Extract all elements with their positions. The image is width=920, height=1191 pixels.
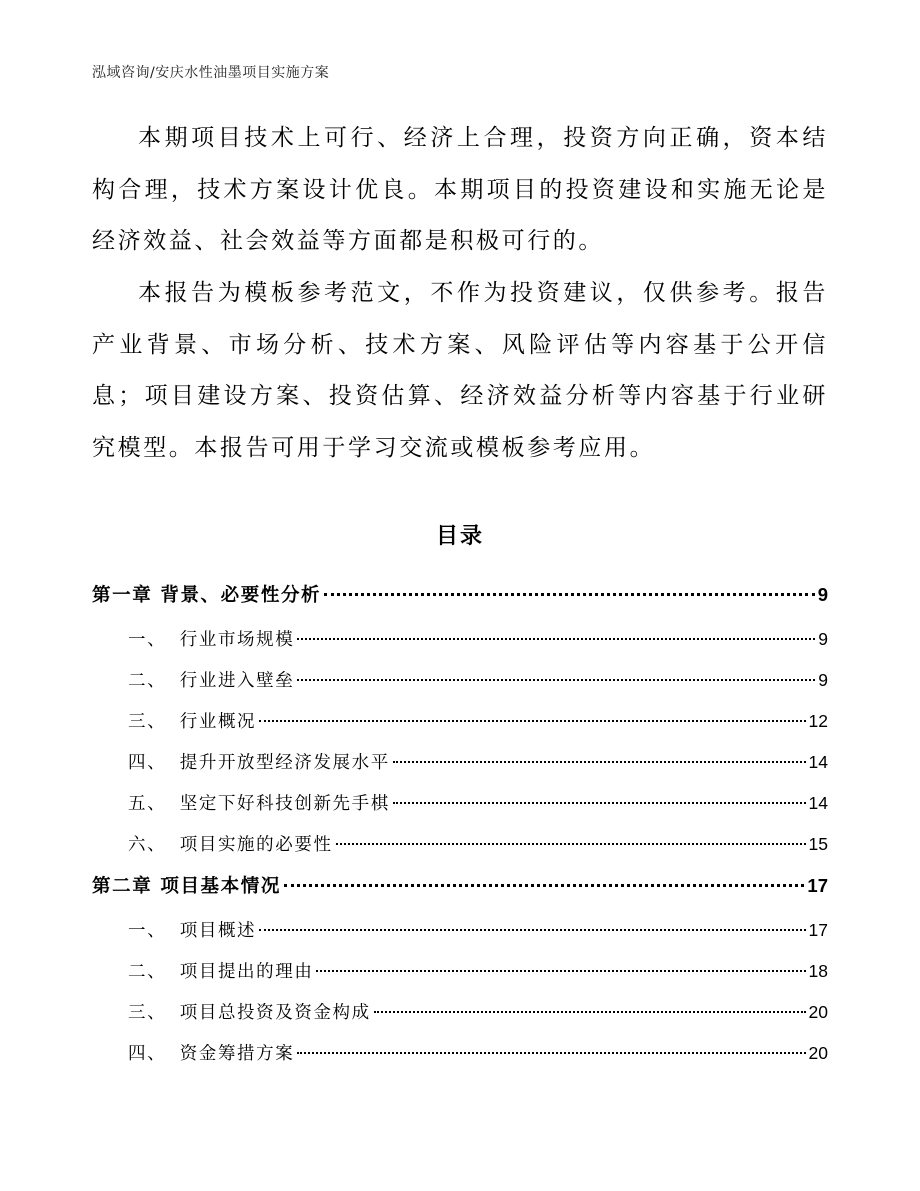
toc-section-number: 三、 <box>128 1003 167 1023</box>
toc-dot-leader <box>259 720 805 722</box>
toc-section-label: 项目提出的理由 <box>179 962 314 982</box>
toc-dot-leader <box>393 802 806 804</box>
toc-page-number: 18 <box>808 961 828 981</box>
toc-dot-leader <box>393 761 806 763</box>
toc-dot-leader <box>336 843 806 845</box>
toc-section-label: 项目实施的必要性 <box>179 835 333 855</box>
toc-section[interactable] <box>92 783 828 824</box>
toc-section-label: 行业概况 <box>179 712 257 732</box>
toc-dot-leader <box>324 593 815 596</box>
toc-dot-leader <box>374 1011 806 1013</box>
toc-section[interactable] <box>92 992 828 1033</box>
toc-section-label: 提升开放型经济发展水平 <box>179 753 390 773</box>
toc-section-label: 行业市场规模 <box>179 630 295 650</box>
toc-chapter-1[interactable] <box>92 574 828 616</box>
toc-section[interactable] <box>92 824 828 865</box>
toc-page-number: 20 <box>808 1043 828 1063</box>
toc-chapter-label: 第二章 项目基本情况 <box>92 876 281 897</box>
toc-chapter-label: 第一章 背景、必要性分析 <box>92 585 322 606</box>
toc-section-number: 二、 <box>128 671 167 691</box>
toc-section-label: 坚定下好科技创新先手棋 <box>179 794 390 814</box>
body-paragraph: 本期项目技术上可行、经济上合理，投资方向正确，资本结构合理，技术方案设计优良。本期项目的投资建设和实施无论是经济效益、社会效益等方面都是积极可行的。 <box>92 125 828 254</box>
toc-dot-leader <box>297 1052 805 1054</box>
toc-section[interactable] <box>92 701 828 742</box>
toc-section[interactable] <box>92 619 828 660</box>
toc-page-number: 9 <box>817 584 828 605</box>
toc-title: 目录 <box>435 523 484 549</box>
toc-section-number: 四、 <box>128 753 167 773</box>
toc-section-label: 项目概述 <box>179 921 257 941</box>
toc-section-label: 资金筹措方案 <box>179 1044 295 1064</box>
toc-section-number: 六、 <box>128 835 167 855</box>
toc-page-number: 14 <box>808 752 828 772</box>
toc-section[interactable] <box>92 910 828 951</box>
toc-section[interactable] <box>92 951 828 992</box>
toc-section[interactable] <box>92 742 828 783</box>
toc-section-number: 二、 <box>128 962 167 982</box>
toc-dot-leader <box>284 884 804 887</box>
toc-page-number: 17 <box>808 920 828 940</box>
toc-page-number: 9 <box>818 670 828 690</box>
page-header: 泓域咨询/安庆水性油墨项目实施方案 <box>92 65 330 81</box>
toc-section-number: 三、 <box>128 712 167 732</box>
toc-section-number: 一、 <box>128 921 167 941</box>
toc-section-label: 行业进入壁垒 <box>179 671 295 691</box>
toc-section-number: 一、 <box>128 630 167 650</box>
toc-dot-leader <box>297 638 815 640</box>
toc-dot-leader <box>259 929 805 931</box>
table-of-contents <box>92 574 828 1074</box>
toc-page-number: 20 <box>808 1002 828 1022</box>
toc-dot-leader <box>297 679 815 681</box>
toc-page-number: 9 <box>818 629 828 649</box>
toc-page-number: 15 <box>808 834 828 854</box>
toc-section[interactable] <box>92 1033 828 1074</box>
toc-page-number: 17 <box>807 875 828 896</box>
toc-chapter-2[interactable] <box>92 865 828 907</box>
toc-page-number: 14 <box>808 793 828 813</box>
toc-section[interactable] <box>92 660 828 701</box>
body-paragraph: 本报告为模板参考范文，不作为投资建议，仅供参考。报告产业背景、市场分析、技术方案、风险评估等内容基于公开信息；项目建设方案、投资估算、经济效益分析等内容基于行业研究模型。本报告可用于学习交流或模板参考应用。 <box>92 280 828 461</box>
toc-dot-leader <box>316 970 805 972</box>
toc-section-number: 五、 <box>128 794 167 814</box>
toc-section-number: 四、 <box>128 1044 167 1064</box>
toc-section-label: 项目总投资及资金构成 <box>179 1003 371 1023</box>
toc-page-number: 12 <box>808 711 828 731</box>
